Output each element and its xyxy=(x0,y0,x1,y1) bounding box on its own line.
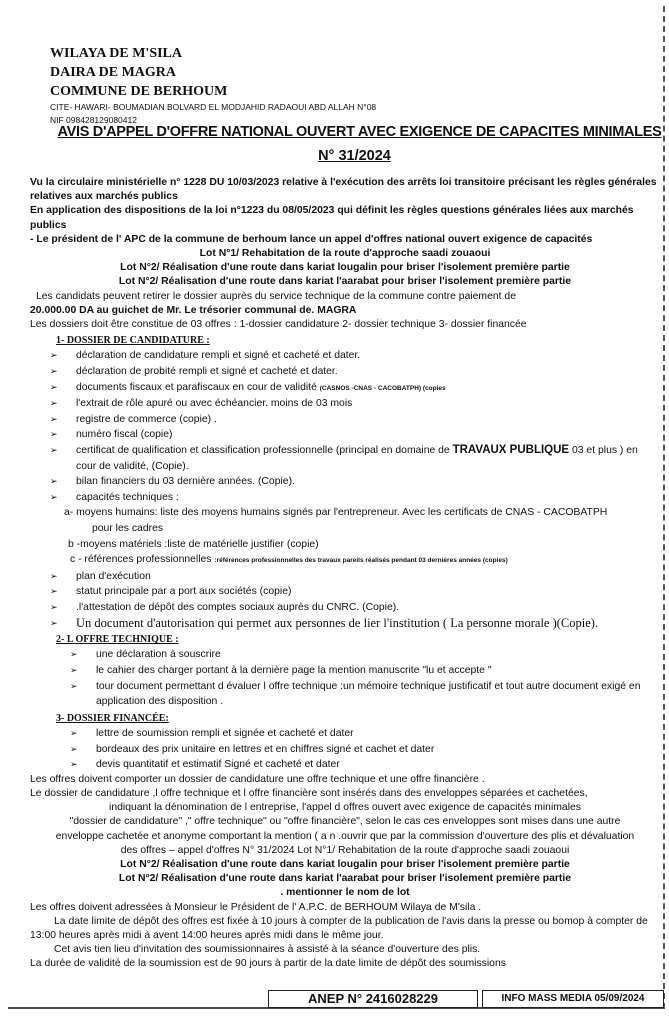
cap-b: b -moyens matériels :liste de matérielle justifier (copie) xyxy=(68,538,319,550)
list-item: ➢ numéro fiscal (copie) xyxy=(50,427,660,443)
list-item: ➢ Un document d'autorisation qui permet aux personnes de lier l'institution ( La personne morale )(Copie). xyxy=(50,616,660,632)
closing-mention: . mentionner le nom de lot xyxy=(280,887,410,899)
lot-2b: Lot N°2/ Réalisation d'une route dans kariat l'aarabat pour briser l'isolement première partie xyxy=(118,276,572,288)
cap-c-small: :références professionnelles des travaux pareils réalisés pendant 03 dernières années (copies) xyxy=(214,557,508,565)
paiement: 20.000.00 DA au guichet de Mr. Le trésorier communal de. MAGRA xyxy=(30,304,357,316)
list-item: ➢ une déclaration à souscrire xyxy=(70,647,660,663)
daira: DAIRA DE MAGRA xyxy=(50,65,176,80)
closing-p1: Les offres doivent comporter un dossier de candidature une offre technique et une offre financière . xyxy=(30,773,485,785)
list-item: ➢ capacités techniques : xyxy=(50,490,660,506)
closing-p3: indiquant la dénomination de l entreprise, l'appel d offres ouvert avec exigence de capacités minimales xyxy=(109,802,581,814)
candidature-list xyxy=(30,348,660,505)
issuer-header xyxy=(50,44,376,127)
closing-validite: La durée de validité de la soumission est de 90 jours à partir de la date limite de dépôt des soumissions xyxy=(30,958,506,970)
notice-title: AVIS D'APPEL D'OFFRE NATIONAL OUVERT AVEC EXIGENCE DE CAPACITES MINIMALES xyxy=(57,124,662,140)
item-end: 03 et plus ) en cour de validité, (Copie). xyxy=(76,445,638,472)
financier-heading: 3- DOSSIER FINANCÉE: xyxy=(56,712,169,724)
item-bold: TRAVAUX PUBLIQUE xyxy=(452,444,570,456)
closing-invitation: Cet avis tien lieu d'invitation des soumissionnaires à assisté à la séance d'ouverture des plis. xyxy=(54,944,481,956)
constitution-text: Les dossiers doit être constitue de 03 offres : 1-dossier candidature 2- dossier technique 3- dossier financée xyxy=(30,319,527,331)
financier-list xyxy=(50,726,660,773)
notice-number: N° 31/2024 xyxy=(318,148,391,164)
commune: COMMUNE DE BERHOUM xyxy=(50,84,228,99)
retrait-text: Les candidats peuvent retirer le dossier auprès du service technique de la commune contre paiement de xyxy=(36,290,516,302)
list-item: ➢ devis quantitatif et estimatif Signé et cacheté et dater xyxy=(70,757,660,773)
candidature-heading: 1- DOSSIER DE CANDIDATURE : xyxy=(56,335,210,347)
vu-paragraph: Vu la circulaire ministérielle n° 1228 DU 10/03/2023 relative à l'exécution des arrêts loi transitoire précisant les règles générales relatives aux marchés publics xyxy=(30,177,657,203)
address: CITE- HAWARI- BOUMADIAN BOLVARD EL MODJAHID RADAOUI ABD ALLAH N°08 xyxy=(50,102,377,112)
list-item: ➢ .l'attestation de dépôt des comptes sociaux auprès du CNRC. (Copie). xyxy=(50,600,660,616)
item-small: (CASNOS -CNAS - CACOBATPH) (copies xyxy=(319,384,446,392)
list-item: ➢ bilan financiers du 03 dernière années. (Copie). xyxy=(50,474,660,490)
media-stamp: INFO MASS MEDIA 05/09/2024 xyxy=(482,990,664,1008)
lot-2a: Lot N°2/ Réalisation d'une route dans kariat lougalin pour briser l'isolement première partie xyxy=(120,262,570,274)
president-paragraph: - Le président de l' APC de la commune de berhoum lance un appel d'offres national ouvert exigence de capacités xyxy=(30,233,593,245)
list-item: ➢ plan d'exécution xyxy=(50,569,660,585)
item-text: documents fiscaux et parafiscaux en cour de validité xyxy=(76,381,317,393)
list-item: ➢ le cahier des charger portant à la dernière page la mention manuscrite "lu et accepte " xyxy=(70,663,660,679)
list-item xyxy=(50,380,660,397)
application-paragraph: En application des dispositions de la loi n°1223 du 08/05/2023 qui définit les règles questions générales liées aux marchés publics xyxy=(30,205,634,231)
closing-p2: Le dossier de candidature ,l offre technique et l offre financière sont insérés dans des enveloppes séparées et cachetées, xyxy=(30,787,588,799)
cap-c-label: c - références professionnelles xyxy=(70,554,215,566)
nif: NIF 098428129080412 xyxy=(50,115,137,125)
list-item xyxy=(50,443,660,474)
cap-c xyxy=(70,552,660,569)
notice-body xyxy=(30,176,660,972)
cap-a: a- moyens humains: liste des moyens humains signés par l'entrepreneur. Avec les certificats de CNAS - CACOBATPH xyxy=(64,507,608,519)
list-item: ➢ l'extrait de rôle apuré ou avec échéancier. moins de 03 mois xyxy=(50,396,660,412)
closing-p4: "dossier de candidature" ," offre technique" ou "offre financière", selon le cas ces enveloppes sont mises dans une autre xyxy=(69,816,621,828)
technique-heading: 2- L OFFRE TECHNIQUE : xyxy=(56,634,179,646)
technique-list xyxy=(50,647,660,709)
cap-a2: pour les cadres xyxy=(92,522,164,534)
list-item: ➢ statut principale par a port aux sociétés (copie) xyxy=(50,584,660,600)
list-item: ➢ lettre de soumission rempli et signée et cacheté et dater xyxy=(70,726,660,742)
closing-adresse: Les offres doivent adressées à Monsieur le Président de l' A.P.C. de BERHOUM Wilaya de M'sila . xyxy=(30,901,482,913)
closing-p6: des offres – appel d'offres N° 31/2024 Lot N°1/ Rehabitation de la route d'approche saadi zouaoui xyxy=(120,844,570,856)
paiement-text xyxy=(30,304,660,318)
list-item: ➢ déclaration de probité rempli et signé et cacheté et dater. xyxy=(50,364,660,380)
closing-p5: enveloppe cachetée et anonyme comportant la mention ( a n .ouvrir que par la commission d'ouverture des plis et dévaluation xyxy=(55,830,635,842)
closing-lot2b: Lot N°2/ Réalisation d'une route dans kariat l'aarabat pour briser l'isolement première partie xyxy=(118,873,572,885)
list-item: ➢ tour document permettant d évaluer l offre technique :un mémoire technique justificatif et tout autre document exigé en application des disposition . xyxy=(70,679,660,710)
anep-number: ANEP N° 2416028229 xyxy=(268,990,478,1008)
item-text: certificat de qualification et classification professionnelle (principal en domaine de xyxy=(76,445,450,456)
wilaya: WILAYA DE M'SILA xyxy=(50,46,183,61)
list-item: ➢ déclaration de candidature rempli et signé et cacheté et dater. xyxy=(50,348,660,364)
list-item: ➢ bordeaux des prix unitaire en lettres et en chiffres signé et cachet et dater xyxy=(70,742,660,758)
lot-1: Lot N°1/ Rehabitation de la route d'approche saadi zouaoui xyxy=(199,248,491,260)
closing-lot2a: Lot N°2/ Réalisation d'une route dans kariat lougalin pour briser l'isolement première partie xyxy=(120,858,570,870)
list-item: ➢ registre de commerce (copie) . xyxy=(50,412,660,428)
candidature-list-2 xyxy=(30,569,660,631)
closing-date: La date limite de dépôt des offres est fixée à 10 jours à compter de la publication de l'avis dans la presse ou bomop à compter de 13:00 heures après midi à avent 14:00 heures après midi dans le même jour. xyxy=(30,915,648,941)
